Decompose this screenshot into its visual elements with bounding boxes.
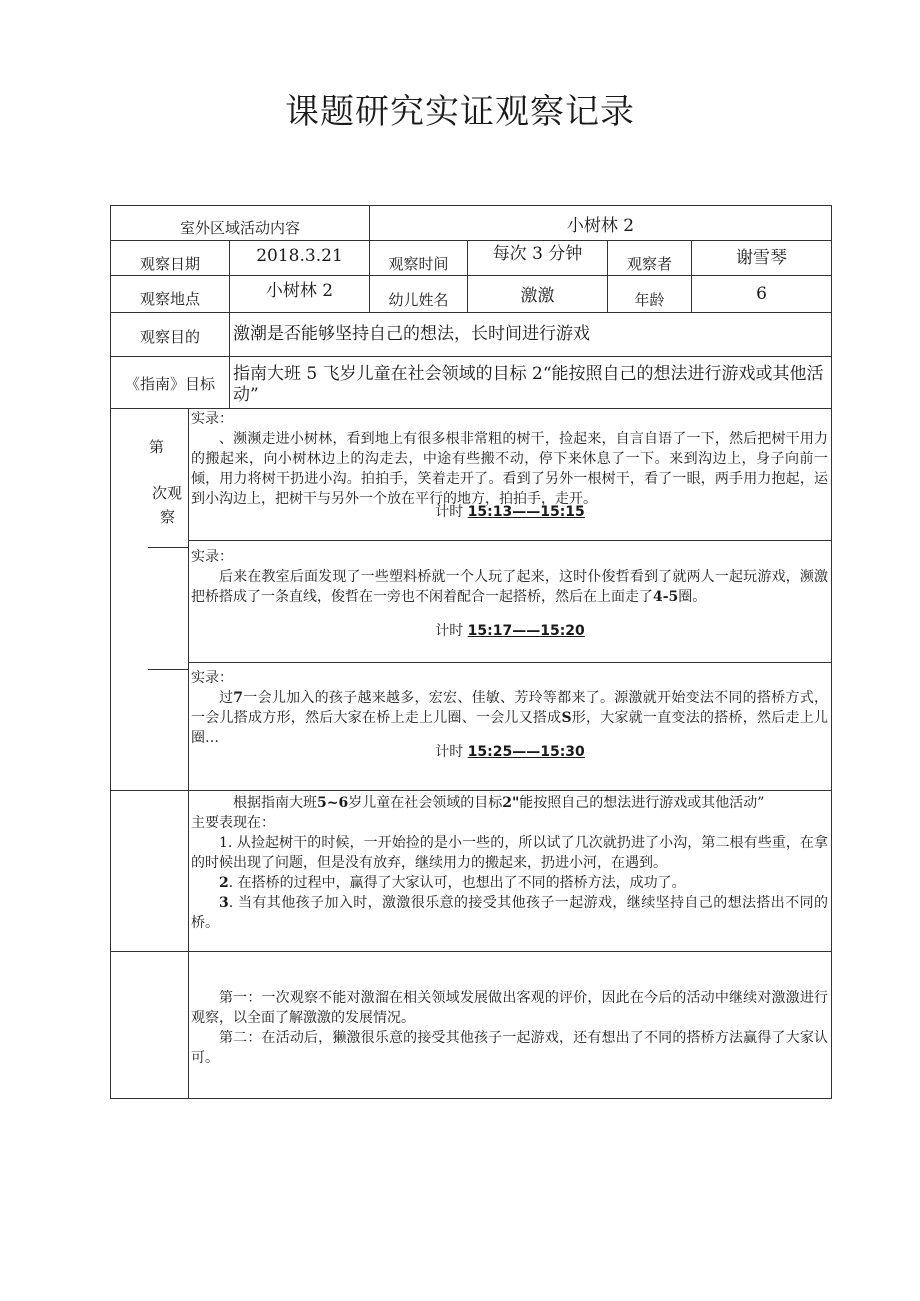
- child-name-value: 激激: [520, 286, 555, 306]
- purpose-value: 激潮是否能够坚持自己的想法，长时间进行游戏: [233, 324, 590, 344]
- record-1: [191, 409, 828, 509]
- record-3-text-c: 形，大家就一直变法的搭桥，然后走上儿圈…: [191, 710, 829, 746]
- place-label: 观察地点: [139, 290, 200, 308]
- date-label: 观察日期: [139, 255, 200, 273]
- guide-value: 指南大班 5 飞岁儿童在社会领域的目标 2“能按照自己的想法进行游戏或其他活动”: [233, 364, 824, 405]
- record-3-text-bold1: 7: [233, 690, 244, 706]
- analysis-intro-b: 岁儿童在社会领域的目标: [348, 795, 503, 811]
- record-2-text-b: 圈。: [678, 589, 707, 605]
- analysis-point-3-num: 3: [219, 895, 229, 911]
- record-3-text-b: 一会儿加入的孩子越来越多，宏宏、佳敏、芳玲等都来了。源激就开始变法不同的搭桥方式，一会儿搭成方形，然后大家在桥上走上儿圈、一会儿又搭成: [191, 690, 829, 726]
- record-2: [191, 547, 828, 607]
- analysis-point-1: [191, 833, 828, 873]
- record-2-heading: 实录：: [191, 549, 233, 565]
- place-value: 小树林 2: [265, 281, 334, 301]
- purpose-label: 观察目的: [139, 328, 200, 346]
- record-3-text-a: 过: [219, 690, 234, 706]
- record-2-timer: [188, 621, 832, 641]
- analysis-point-3: [191, 893, 828, 933]
- observation-side-label-2: 次观: [152, 484, 183, 502]
- analysis-intro-d: 主要表现在：: [191, 815, 275, 831]
- analysis-section: [191, 793, 828, 933]
- analysis-point-2: [191, 873, 828, 893]
- observation-side-label-3: 察: [160, 508, 176, 526]
- record-3-timer: [188, 742, 832, 762]
- age-value: 6: [756, 284, 767, 304]
- record-1-heading: 实录：: [191, 411, 233, 427]
- time-value: 每次 3 分钟: [492, 244, 583, 264]
- record-2-text-bold: 4-5: [653, 589, 679, 605]
- analysis-point-2-text: . 在搭桥的过程中，赢得了大家认可，也想出了不同的搭桥方法，成功了。: [228, 875, 686, 891]
- activity-value: 小树林 2: [566, 216, 635, 236]
- analysis-intro-a: 根据指南大班: [233, 795, 317, 811]
- record-1-timer: [188, 502, 832, 522]
- observer-label: 观察者: [626, 255, 672, 273]
- page-title: 课题研究实证观察记录: [285, 92, 635, 132]
- observation-side-label-1: 第: [149, 438, 165, 456]
- record-3-timer-label: 计时: [435, 744, 464, 760]
- age-label: 年龄: [634, 291, 665, 309]
- analysis-intro-bold2: 2": [502, 795, 520, 811]
- record-3: [191, 668, 828, 748]
- record-3-text-bold2: S: [561, 710, 572, 726]
- record-3-timer-value: 15:25——15:30: [467, 744, 585, 760]
- record-1-timer-value: 15:13——15:15: [467, 504, 585, 520]
- analysis-point-3-text: . 当有其他孩子加入时，激激很乐意的接受其他孩子一起游戏，继续坚持自己的想法搭出不同的桥。: [191, 895, 828, 931]
- evaluation-section: [191, 988, 828, 1068]
- record-1-timer-label: 计时: [435, 504, 464, 520]
- record-2-text-a: 后来在教室后面发现了一些塑料桥就一个人玩了起来，这时仆俊哲看到了就两人一起玩游戏，濒激把桥搭成了一条直线，俊哲在一旁也不闲着配合一起搭桥，然后在上面走了: [191, 569, 828, 605]
- activity-label: 室外区域活动内容: [179, 219, 300, 237]
- guide-label: 《指南》目标: [124, 375, 215, 393]
- date-value: 2018.3.21: [256, 246, 343, 266]
- analysis-point-1-num: 1: [219, 835, 228, 851]
- evaluation-p1: 第一：一次观察不能对激溜在相关领域发展做出客观的评价，因此在今后的活动中继续对激激进行观察，以全面了解激激的发展情况。: [191, 990, 828, 1026]
- evaluation-p2: 第二：在活动后，獭激很乐意的接受其他孩子一起游戏，还有想出了不同的搭桥方法赢得了大家认可。: [191, 1030, 828, 1066]
- time-label: 观察时间: [388, 255, 449, 273]
- record-3-heading: 实录：: [191, 670, 233, 686]
- analysis-intro-bold1: 5~6: [317, 795, 349, 811]
- record-2-timer-label: 计时: [435, 623, 464, 639]
- analysis-point-2-num: 2: [219, 875, 229, 891]
- record-1-text: 、濒濒走进小树林，看到地上有很多根非常粗的树干，捡起来，自言自语了一下，然后把树干用力的搬起来，向小树林边上的沟走去，中途有些搬不动，停下来休息了一下。来到沟边上，身子向前一倾，用力将树干扔进小沟。拍拍手，笑着走开了。看到了另外一根树干，看了一眼，两手用力抱起，运到小沟边上，把树干与另外一个放在平行的地方，拍拍手，走开。: [191, 431, 828, 507]
- analysis-point-1-text: . 从捡起树干的时候，一开始捡的是小一些的，所以试了几次就扔进了小沟，第二根有些重，在拿的时候出现了问题，但是没有放弃，继续用力的搬起来，扔进小河，在遇到。: [191, 835, 828, 871]
- analysis-intro-c: 能按照自己的想法进行游戏或其他活动”: [519, 795, 765, 811]
- record-2-timer-value: 15:17——15:20: [467, 623, 585, 639]
- observer-value: 谢雪琴: [736, 248, 787, 268]
- child-name-label: 幼儿姓名: [388, 291, 449, 309]
